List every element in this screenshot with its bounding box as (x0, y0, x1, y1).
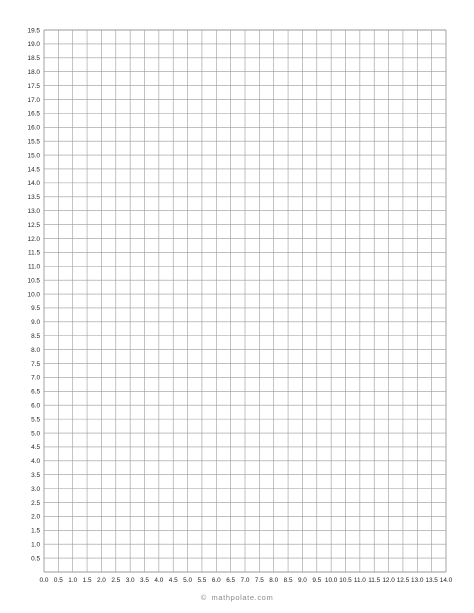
x-tick-label: 4.5 (168, 577, 178, 584)
y-axis-tick-labels (28, 27, 41, 562)
x-tick-label: 4.0 (154, 577, 164, 584)
y-tick-label: 16.0 (27, 124, 40, 132)
x-tick-label: 0.0 (39, 577, 49, 584)
y-tick-label: 9.5 (31, 305, 40, 313)
y-tick-label: 5.0 (31, 430, 40, 438)
x-tick-label: 1.5 (82, 577, 92, 584)
x-tick-label: 8.0 (269, 577, 279, 584)
x-tick-label: 1.0 (68, 577, 78, 584)
x-tick-label: 13.0 (411, 577, 424, 584)
x-tick-label: 7.5 (254, 577, 264, 584)
y-tick-label: 3.5 (31, 472, 40, 480)
grid-lines (44, 30, 446, 572)
x-tick-label: 2.5 (111, 577, 121, 584)
x-tick-label: 11.0 (353, 577, 366, 584)
x-tick-label: 3.5 (140, 577, 149, 584)
x-tick-label: 0.5 (53, 577, 63, 584)
y-tick-label: 7.5 (31, 360, 40, 368)
x-tick-label: 10.0 (324, 577, 338, 584)
x-tick-label: 14.0 (439, 577, 453, 584)
y-tick-label: 19.5 (27, 27, 40, 35)
y-tick-label: 13.0 (27, 207, 40, 215)
x-tick-label: 13.5 (425, 577, 438, 584)
y-tick-label: 19.0 (27, 41, 40, 49)
x-tick-label: 2.0 (96, 577, 106, 584)
y-tick-label: 11.5 (28, 249, 40, 257)
y-tick-label: 14.0 (27, 180, 40, 188)
y-tick-label: 17.5 (27, 82, 40, 90)
y-tick-label: 15.5 (27, 138, 40, 146)
footer-credit (0, 593, 474, 602)
y-tick-label: 14.5 (27, 166, 40, 174)
y-tick-label: 9.0 (31, 319, 40, 327)
y-tick-label: 17.0 (27, 96, 40, 104)
x-tick-label: 7.0 (240, 577, 250, 584)
y-tick-label: 4.5 (31, 444, 40, 452)
y-tick-label: 8.5 (31, 333, 40, 341)
x-tick-label: 12.5 (396, 577, 410, 584)
site-name: mathpolate.com (211, 593, 274, 602)
y-tick-label: 18.5 (27, 55, 40, 63)
x-axis-tick-labels (40, 577, 453, 584)
y-tick-label: 0.5 (31, 555, 40, 563)
x-tick-label: 6.5 (226, 577, 236, 584)
y-tick-label: 6.5 (31, 388, 40, 396)
y-tick-label: 6.0 (31, 402, 40, 410)
x-tick-label: 3.0 (125, 577, 135, 584)
y-tick-label: 15.0 (27, 152, 40, 160)
y-tick-label: 12.0 (27, 235, 40, 243)
y-tick-label: 12.5 (27, 221, 40, 229)
y-tick-label: 7.0 (31, 374, 40, 382)
y-tick-label: 4.0 (31, 458, 40, 466)
y-tick-label: 8.0 (31, 346, 40, 354)
x-tick-label: 10.5 (339, 577, 352, 584)
y-tick-label: 5.5 (31, 416, 40, 424)
x-tick-label: 12.0 (382, 577, 395, 584)
x-tick-label: 5.5 (197, 577, 207, 584)
y-tick-label: 10.5 (27, 277, 40, 285)
copyright-symbol: © (200, 593, 207, 602)
y-tick-label: 16.5 (27, 110, 40, 118)
x-tick-label: 9.0 (297, 577, 307, 584)
y-tick-label: 2.0 (31, 513, 40, 521)
x-tick-label: 8.5 (283, 577, 293, 584)
x-tick-label: 11.5 (368, 577, 381, 584)
x-tick-label: 5.0 (183, 577, 193, 584)
y-tick-label: 13.5 (27, 194, 40, 202)
y-tick-label: 3.0 (31, 485, 40, 493)
y-tick-label: 11.0 (28, 263, 40, 271)
y-tick-label: 1.5 (31, 527, 40, 535)
y-tick-label: 18.0 (27, 68, 40, 76)
y-tick-label: 1.0 (31, 541, 40, 549)
y-tick-label: 2.5 (31, 499, 40, 507)
y-tick-label: 10.0 (27, 291, 40, 299)
x-tick-label: 6.0 (211, 577, 221, 584)
x-tick-label: 9.5 (312, 577, 322, 584)
